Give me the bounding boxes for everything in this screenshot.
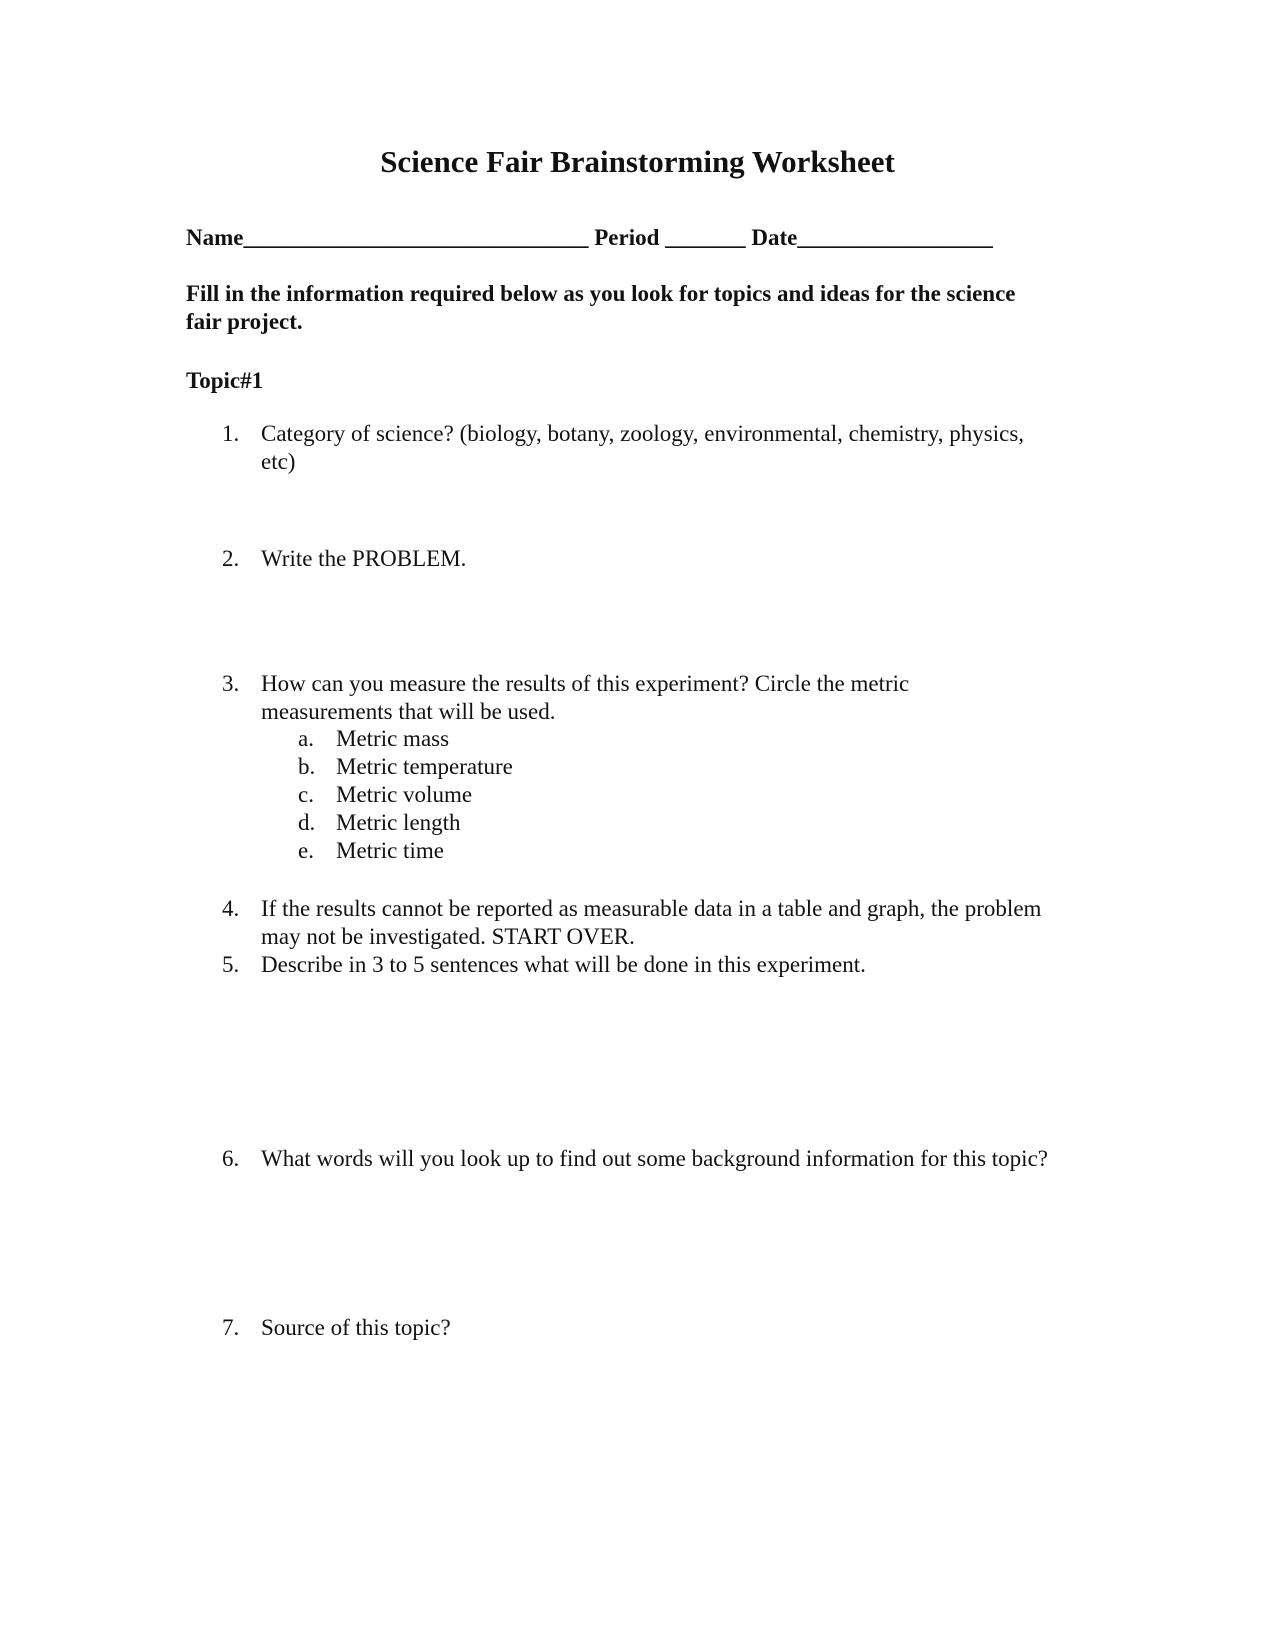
question-number: 5.: [222, 952, 240, 977]
question-number: 6.: [222, 1146, 240, 1171]
question-text: If the results cannot be reported as measurable data in a table and graph, the problem may not be investigated. START OVER.: [261, 896, 1042, 949]
option-letter: a.: [298, 726, 314, 751]
question-number: 7.: [222, 1315, 240, 1340]
option-letter: b.: [298, 754, 316, 779]
option-letter: c.: [298, 782, 314, 807]
question-text: Source of this topic?: [261, 1315, 451, 1340]
option-text: Metric length: [336, 810, 461, 835]
question-text: Describe in 3 to 5 sentences what will be done in this experiment.: [261, 952, 866, 977]
option-text: Metric time: [336, 838, 444, 863]
question-number: 2.: [222, 546, 240, 571]
question-text: Category of science? (biology, botany, zoology, environmental, chemistry, physics, etc): [261, 421, 1025, 474]
topic-heading: Topic#1: [186, 368, 264, 393]
question-number: 1.: [222, 421, 240, 446]
page-title: Science Fair Brainstorming Worksheet: [380, 144, 895, 179]
instructions: Fill in the information required below as you look for topics and ideas for the science fair project.: [186, 281, 1016, 334]
option-text: Metric temperature: [336, 754, 513, 779]
option-text: Metric volume: [336, 782, 473, 807]
name-period-date-line: Name______________________________ Period _______ Date_________________: [186, 225, 993, 250]
question-text: What words will you look up to find out some background information for this topic?: [261, 1146, 1048, 1171]
option-letter: e.: [298, 838, 314, 863]
question-number: 3.: [222, 671, 240, 696]
question-text: Write the PROBLEM.: [261, 546, 467, 571]
option-letter: d.: [298, 810, 316, 835]
option-text: Metric mass: [336, 726, 450, 751]
question-text: How can you measure the results of this experiment? Circle the metric measurements that will be used.: [261, 671, 910, 724]
question-number: 4.: [222, 896, 240, 921]
